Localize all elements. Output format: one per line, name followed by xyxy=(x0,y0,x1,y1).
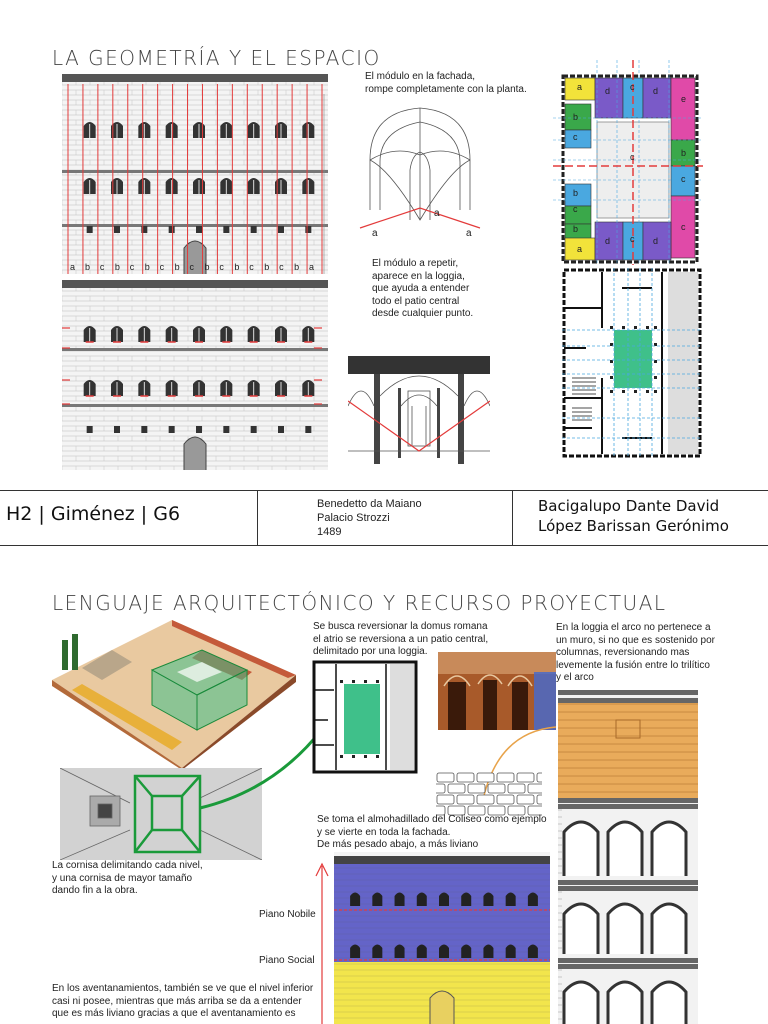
plan-module-label: d xyxy=(653,86,659,96)
axis-letter: b xyxy=(294,262,300,272)
page-title-lenguaje: LENGUAJE ARQUITECTÓNICO Y RECURSO PROYECTUAL xyxy=(52,591,667,615)
plan-module-label: d xyxy=(605,236,611,246)
plan-module-label: b xyxy=(573,188,579,198)
plan-module-label: d xyxy=(605,86,611,96)
course-code: H2 | Giménez | G6 xyxy=(6,503,181,525)
ground-floor-plan xyxy=(562,268,702,458)
note-modulo-repetir: El módulo a repetir, aparece en la loggia, que ayuda a entender todo el patio central desde cualquier punto. xyxy=(372,258,474,319)
colored-facade-elevation xyxy=(304,852,554,1024)
green-connector xyxy=(195,720,325,815)
courtyard-photo xyxy=(438,652,556,730)
plan-module-label: c xyxy=(630,234,635,244)
ashlar-sketch xyxy=(436,772,542,818)
axis-letter: c xyxy=(159,262,165,272)
note-aventanamientos: En los aventanamientos, también se ve que el nivel inferior casi ni posee, mientras que más arriba se da a entender que es más liviano gracias a que el aventanamiento es xyxy=(52,983,314,1019)
note-modulo-fachada: El módulo en la fachada, rompe completamente con la planta. xyxy=(365,71,527,95)
plan-module-label: b xyxy=(573,112,579,122)
facade-grid-elevation xyxy=(62,74,328,274)
axis-letter: c xyxy=(99,262,105,272)
note-cornisa: La cornisa delimitando cada nivel, y una cornisa de mayor tamaño dando fin a la obra. xyxy=(52,860,203,896)
building-year: 1489 xyxy=(317,526,342,538)
axis-letter-row xyxy=(62,262,328,276)
label-piano-social: Piano Social xyxy=(259,955,315,966)
axis-letter: b xyxy=(144,262,150,272)
plan-module-label: c xyxy=(573,204,578,214)
axis-letter: c xyxy=(189,262,195,272)
note-almohadillado: Se toma el almohadillado del Coliseo como ejemplo y se vierte en toda la fachada. De más pesado abajo, a más liviano xyxy=(317,814,547,850)
axis-letter: a xyxy=(309,262,315,272)
note-arco: En la loggia el arco no pertenece a un muro, si no que es sostenido por columnas, reversionando mas levemente la fusión entre lo trilítico y el arco xyxy=(556,622,715,683)
plan-module-label: c xyxy=(681,174,686,184)
patio-plan xyxy=(312,660,418,774)
axis-letter: b xyxy=(204,262,210,272)
plan-module-label: b xyxy=(681,148,687,158)
page-title-geometria: LA GEOMETRÍA Y EL ESPACIO xyxy=(52,46,381,70)
architect-name: Benedetto da Maiano xyxy=(317,498,422,510)
note-domus: Se busca reversionar la domus romana el atrio se reversiona a un patio central, delimitado por una loggia. xyxy=(313,621,489,657)
plan-module-label: c xyxy=(630,152,635,162)
vault-label-a3: a xyxy=(466,228,472,239)
building-name: Palacio Strozzi xyxy=(317,512,390,524)
author-1: Bacigalupo Dante David xyxy=(538,497,720,515)
author-2: López Barissan Gerónimo xyxy=(538,517,729,535)
authors xyxy=(538,496,729,536)
plan-module-label: d xyxy=(653,236,659,246)
vault-label-a1: a xyxy=(372,228,378,239)
axis-letter: b xyxy=(234,262,240,272)
axis-letter: c xyxy=(279,262,284,272)
axis-letter: c xyxy=(249,262,254,272)
plan-module-label: a xyxy=(577,82,583,92)
colored-module-plan xyxy=(553,60,703,265)
plan-module-label: a xyxy=(577,244,583,254)
vault-label-a2: a xyxy=(434,208,440,219)
plan-module-label: c xyxy=(681,222,686,232)
plan-module-label: b xyxy=(573,224,579,234)
axis-letter: b xyxy=(174,262,180,272)
title-block xyxy=(0,490,768,546)
axis-letter: c xyxy=(219,262,224,272)
plan-module-label: e xyxy=(681,94,687,104)
plan-module-label: c xyxy=(573,132,578,142)
plan-module-label: c xyxy=(630,82,635,92)
loggia-perspective-drawing xyxy=(348,356,490,466)
coliseum-elevation xyxy=(558,690,698,1024)
axis-letter: b xyxy=(84,262,90,272)
building-info xyxy=(317,497,422,539)
vault-module-drawing xyxy=(350,100,490,245)
axis-letter: a xyxy=(70,262,76,272)
label-piano-nobile: Piano Nobile xyxy=(259,909,316,920)
axis-letter: c xyxy=(129,262,135,272)
axis-letter: b xyxy=(264,262,270,272)
axis-letter: b xyxy=(114,262,120,272)
facade-cornice-elevation xyxy=(62,280,328,470)
